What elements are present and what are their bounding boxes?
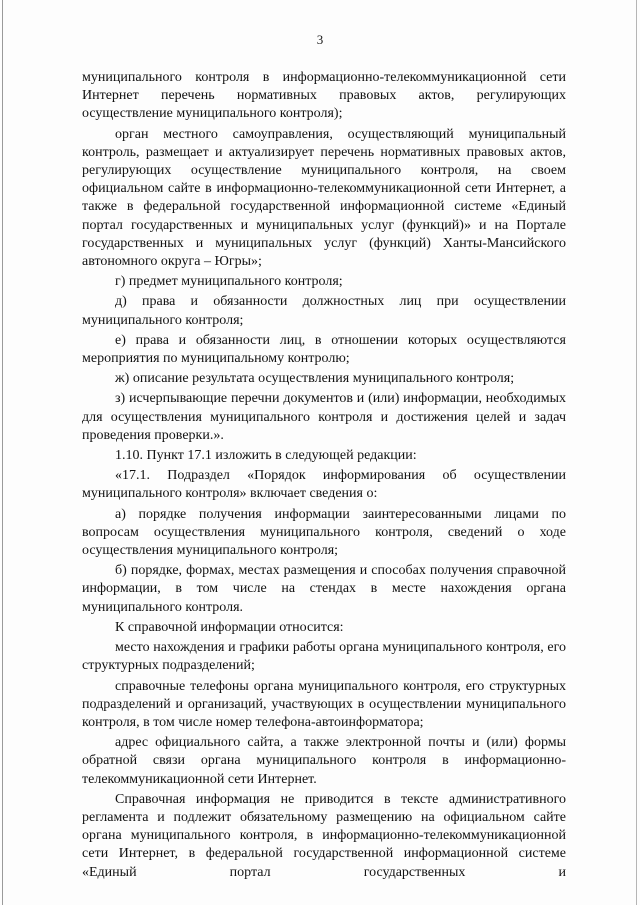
document-body [82, 69, 566, 884]
list-item-zh: ж) описание результата осуществления муниципального контроля; [115, 371, 515, 387]
page-edge-left [2, 0, 3, 905]
paragraph: Справочная информация не приводится в тексте административного регламента и подлежит обязательному размещению на официальном сайте органа муниципального контроля, в информационно-телекоммуникационной сети Интернет, в федеральной государственной информационной системе «Единый портал государственных и [82, 791, 566, 880]
list-item-g: г) предмет муниципального контроля; [115, 274, 343, 290]
page-edge-right [636, 0, 637, 905]
paragraph: 1.10. Пункт 17.1 изложить в следующей редакции: [115, 448, 417, 464]
paragraph: место нахождения и графики работы органа муниципального контроля, его структурных подразделений; [82, 640, 566, 674]
page-number: 3 [316, 32, 324, 47]
list-item-e: е) права и обязанности лиц, в отношении которых осуществляются мероприятия по муниципальному контролю; [82, 332, 566, 367]
paragraph: адрес официального сайта, а также электронной почты и (или) формы обратной связи органа муниципального контроля в информационно-телекоммуникационной сети Интернет. [82, 735, 566, 787]
paragraph: К справочной информации относится: [115, 619, 344, 635]
list-item-b: б) порядке, формах, местах размещения и способах получения справочной информации, в том числе на стендах в месте нахождения органа муниципального контроля. [82, 563, 566, 615]
list-item-d: д) права и обязанности должностных лиц при осуществлении муниципального контроля; [82, 294, 566, 328]
list-item-z: з) исчерпывающие перечни документов и (или) информации, необходимых для осуществления муниципального контроля и достижения целей и задач проведения проверки.». [82, 391, 566, 443]
paragraph: «17.1. Подраздел «Порядок информирования об осуществлении муниципального контроля» включает сведения о: [82, 468, 566, 502]
paragraph: орган местного самоуправления, осуществляющий муниципальный контроль, размещает и актуализирует перечень нормативных правовых актов, регулирующих осуществление муниципального контроля, на своем официальном сайте в информационно-телекоммуникационной сети Интернет, а также в федеральной государственной информационной системе «Единый портал государственных и муниципальных услуг (функций)» и на Портале государственных и муниципальных услуг (функций) Ханты-Мансийского автономного округа – Югры»; [82, 126, 566, 270]
paragraph: справочные телефоны органа муниципального контроля, его структурных подразделений и организаций, участвующих в осуществлении муниципального контроля, в том числе номер телефона-автоинформатора; [82, 678, 566, 730]
list-item-a: а) порядке получения информации заинтересованными лицами по вопросам осуществления муниципального контроля, сведений о ходе осуществления муниципального контроля; [82, 506, 566, 559]
paragraph: муниципального контроля в информационно-телекоммуникационной сети Интернет перечень нормативных правовых актов, регулирующих осуществление муниципального контроля); [82, 70, 566, 122]
